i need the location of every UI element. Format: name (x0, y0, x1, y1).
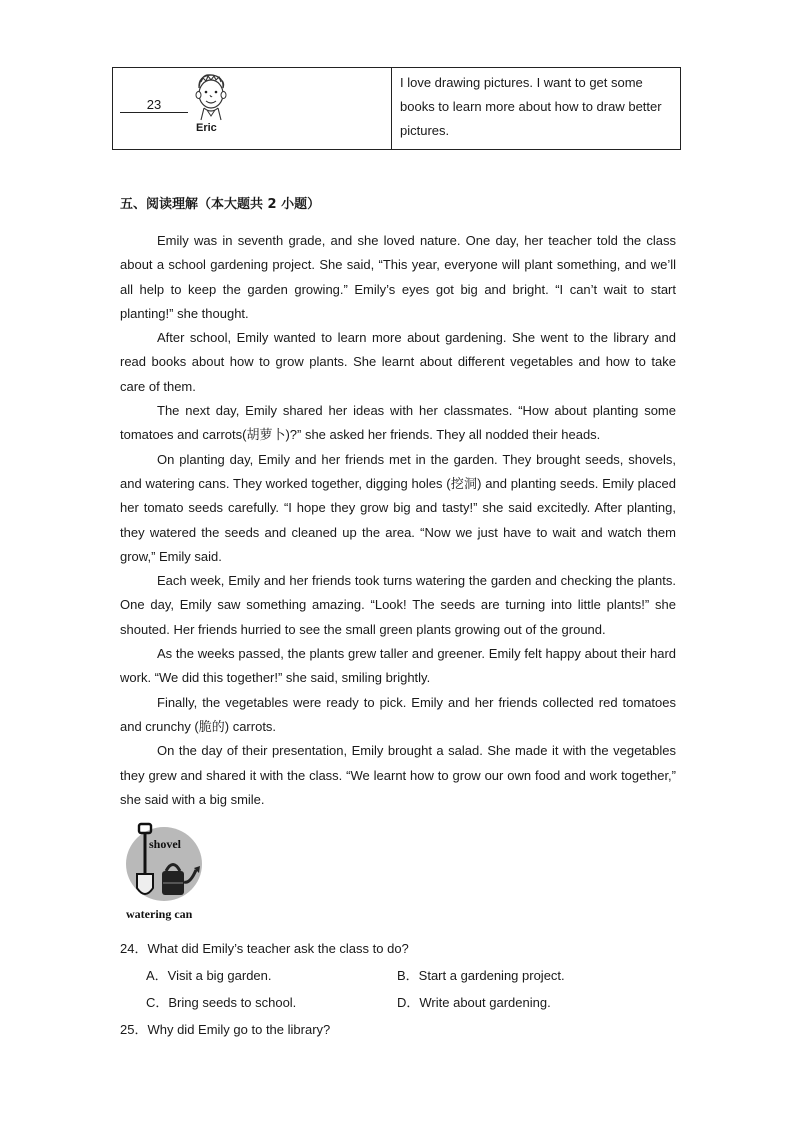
question-stem: 25．Why did Emily go to the library? (120, 1022, 331, 1037)
option-a[interactable]: A．Visit a big garden. (146, 968, 272, 983)
passage-paragraph: Finally, the vegetables were ready to pick. Emily and her friends collected red tomatoes and crunchy (脆的) carrots. (120, 694, 676, 734)
shovel-label: shovel (149, 837, 182, 851)
reading-passage (120, 229, 676, 812)
watering-can-label: watering can (126, 907, 193, 921)
passage-paragraph: Emily was in seventh grade, and she loved nature. One day, her teacher told the class about a school gardening project. She said, “This year, everyone will plant something, and we’ll all help to keep the garden growing.” Emily’s eyes got big and bright. “I can’t wait to start planting!” she thought. (120, 233, 676, 321)
question-stem: 24．What did Emily’s teacher ask the class to do? (120, 941, 409, 956)
passage-paragraph: On planting day, Emily and her friends met in the garden. They brought seeds, shovels, and watering cans. They worked together, digging holes (挖洞) and planting seeds. Emily placed her tomato seeds carefully. “I hope they grow big and tasty!” she said excitedly. After planting, they watered the seeds and cleaned up the area. “Now we just have to wait and watch them grow,” Emily said. (120, 451, 676, 564)
blank-number: 23 (120, 98, 188, 113)
option-c[interactable]: C．Bring seeds to school. (146, 995, 297, 1010)
passage-paragraph: After school, Emily wanted to learn more about gardening. She went to the library and read books about how to grow plants. She learnt about different vegetables and how to take care of them. (120, 330, 676, 394)
passage-paragraph: As the weeks passed, the plants grew taller and greener. Emily felt happy about their hard work. “We did this together!” she said, smiling brightly. (120, 646, 676, 686)
person-name: Eric (196, 122, 217, 134)
eric-portrait-icon (190, 72, 232, 124)
option-d[interactable]: D．Write about gardening. (397, 995, 551, 1010)
table-divider (391, 67, 392, 150)
passage-paragraph: Each week, Emily and her friends took turns watering the garden and checking the plants. One day, Emily saw something amazing. “Look! The seeds are turning into little plants!” she shouted. Her friends hurried to see the small green plants growing out of the ground. (120, 573, 676, 637)
shovel-watering-can-picture (122, 822, 206, 922)
option-b[interactable]: B．Start a gardening project. (397, 968, 565, 983)
statement-text: I love drawing pictures. I want to get some books to learn more about how to draw better pictures. (400, 75, 662, 138)
passage-paragraph: On the day of their presentation, Emily brought a salad. She made it with the vegetables they grew and shared it with the class. “We learnt how to grow our own food and work together,” she said with a big smile. (120, 743, 676, 807)
section-title: 五、阅读理解（本大题共 2 小题） (120, 197, 321, 212)
passage-paragraph: The next day, Emily shared her ideas with her classmates. “How about planting some tomatoes and carrots(胡萝卜)?” she asked her friends. They all nodded their heads. (120, 403, 676, 443)
